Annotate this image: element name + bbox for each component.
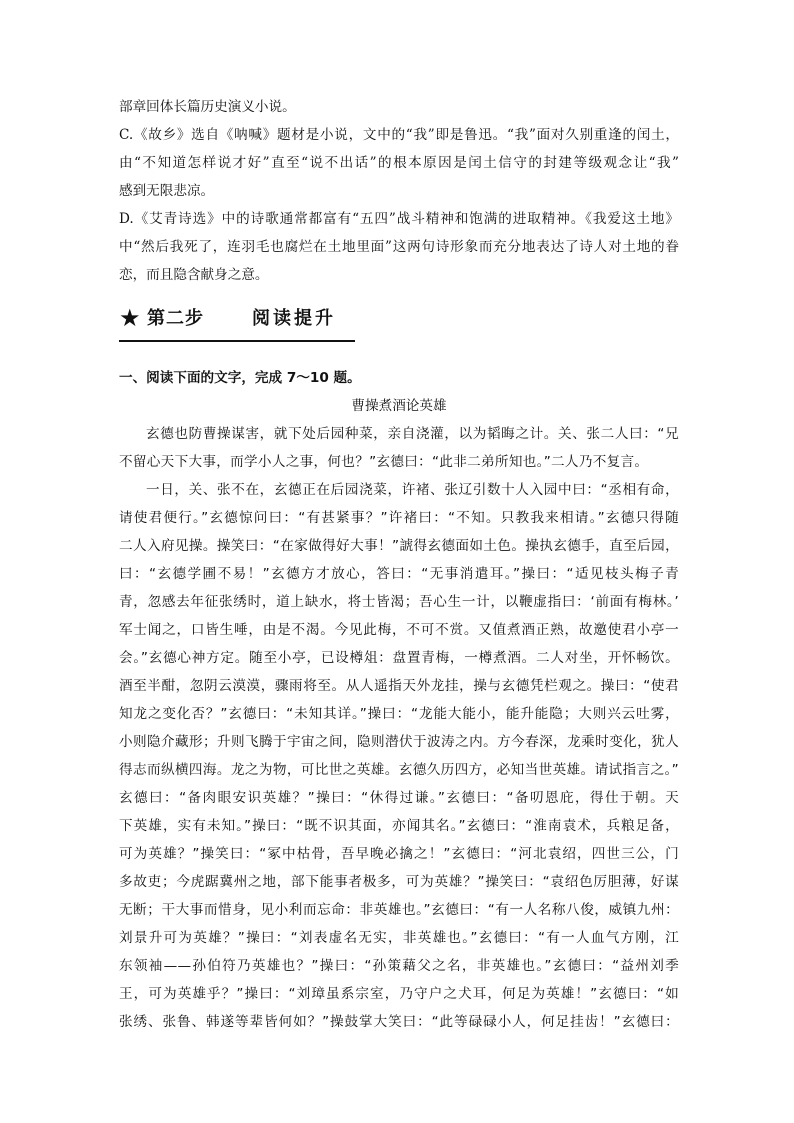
passage-line: 玄德曰：“备肉眼安识英雄？”操曰：“休得过谦。”玄德曰：“备叨恩庇，得仕于朝。天 <box>119 790 679 806</box>
passage-line: 一日，关、张不在，玄德正在后园浇菜，许褚、张辽引数十人入园中曰：“丞相有命， <box>146 482 679 498</box>
text-line: 恋，而且隐含献身之意。 <box>119 267 269 283</box>
question-instruction: 一、阅读下面的文字，完成 7～10 题。 <box>119 370 361 386</box>
passage-title: 曹操煮酒论英雄 <box>351 398 447 414</box>
passage-line: 东领袖——孙伯符乃英雄也？”操曰：“孙策藉父之名，非英雄也。”玄德曰：“益州刘季 <box>119 958 679 974</box>
passage-line: 军士闻之，口皆生唾，由是不渴。今见此梅，不可不赏。又值煮酒正熟，故邀使君小亭一 <box>119 622 679 638</box>
options-text <box>119 93 679 289</box>
text-line: 由“不知道怎样说才好”直至“说不出话”的根本原因是闰土信守的封建等级观念让“我” <box>119 155 679 171</box>
text-line: C.《故乡》选自《呐喊》题材是小说，文中的“我”即是鲁迅。“我”面对久别重逢的闰土， <box>119 127 679 143</box>
passage-line: 青，忽感去年征张绣时，道上缺水，将士皆渴；吾心生一计，以鞭虚指曰：‘前面有梅林。’ <box>119 594 679 610</box>
document-page <box>119 93 679 1036</box>
section-heading <box>119 302 679 344</box>
text-line: D.《艾青诗选》中的诗歌通常都富有“五四”战斗精神和饱满的进取精神。《我爱这土地》 <box>119 211 679 227</box>
star-icon: ★ <box>119 304 141 332</box>
passage-body <box>119 420 679 1036</box>
passage-line: 得志而纵横四海。龙之为物，可比世之英雄。玄德久历四方，必知当世英雄。请试指言之。” <box>119 762 679 778</box>
passage-line: 知龙之变化否？”玄德曰：“未知其详。”操曰：“龙能大能小，能升能隐；大则兴云吐雾， <box>119 706 679 722</box>
passage-line: 张绣、张鲁、韩遂等辈皆何如？”操鼓掌大笑曰：“此等碌碌小人，何足挂齿！”玄德曰： <box>119 1014 679 1030</box>
heading-underline <box>119 340 355 342</box>
section-title: 阅读提升 <box>252 308 336 329</box>
passage-line: 王，可为英雄乎？”操曰：“刘璋虽系宗室，乃守户之犬耳，何足为英雄！”玄德曰：“如 <box>119 986 679 1002</box>
passage-line: 酒至半酣，忽阴云漠漠，骤雨将至。从人遥指天外龙挂，操与玄德凭栏观之。操曰：“使君 <box>119 678 679 694</box>
text-line: 部章回体长篇历史演义小说。 <box>119 99 296 115</box>
passage-line: 二人入府见操。操笑曰：“在家做得好大事！”諕得玄德面如土色。操执玄德手，直至后园， <box>119 538 679 554</box>
passage-line: 可为英雄？”操笑曰：“冢中枯骨，吾早晚必擒之！”玄德曰：“河北袁绍，四世三公，门 <box>119 846 679 862</box>
passage-line: 会。”玄德心神方定。随至小亭，已设樽俎：盘置青梅，一樽煮酒。二人对坐，开怀畅饮。 <box>119 650 679 666</box>
text-line: 感到无限悲凉。 <box>119 183 215 199</box>
text-line: 中“然后我死了，连羽毛也腐烂在土地里面”这两句诗形象而充分地表达了诗人对土地的眷 <box>119 239 679 255</box>
passage-line: 小则隐介藏形；升则飞腾于宇宙之间，隐则潜伏于波涛之内。方今春深，龙乘时变化，犹人 <box>119 734 679 750</box>
passage-line: 下英雄，实有未知。”操曰：“既不识其面，亦闻其名。”玄德曰：“淮南袁术，兵粮足备， <box>119 818 679 834</box>
passage-line: 不留心天下大事，而学小人之事，何也？”玄德曰：“此非二弟所知也。”二人乃不复言。 <box>119 454 649 470</box>
passage-line: 多故吏；今虎踞冀州之地，部下能事者极多，可为英雄？”操笑曰：“袁绍色厉胆薄，好谋 <box>119 874 679 890</box>
passage-line: 刘景升可为英雄？”操曰：“刘表虚名无实，非英雄也。”玄德曰：“有一人血气方刚，江 <box>119 930 679 946</box>
passage-line: 请使君便行。”玄德惊问曰：“有甚紧事？”许褚曰：“不知。只教我来相请。”玄德只得随 <box>119 510 679 526</box>
passage-line: 玄德也防曹操谋害，就下处后园种菜，亲自浇灌，以为韬晦之计。关、张二人曰：“兄 <box>146 426 679 442</box>
passage-line: 曰：“玄德学圃不易！”玄德方才放心，答曰：“无事消遣耳。”操曰：“适见枝头梅子青 <box>119 566 679 582</box>
step-label: 第二步 <box>147 308 204 329</box>
passage-line: 无断；干大事而惜身，见小利而忘命：非英雄也。”玄德曰：“有一人名称八俊，威镇九州： <box>119 902 679 918</box>
